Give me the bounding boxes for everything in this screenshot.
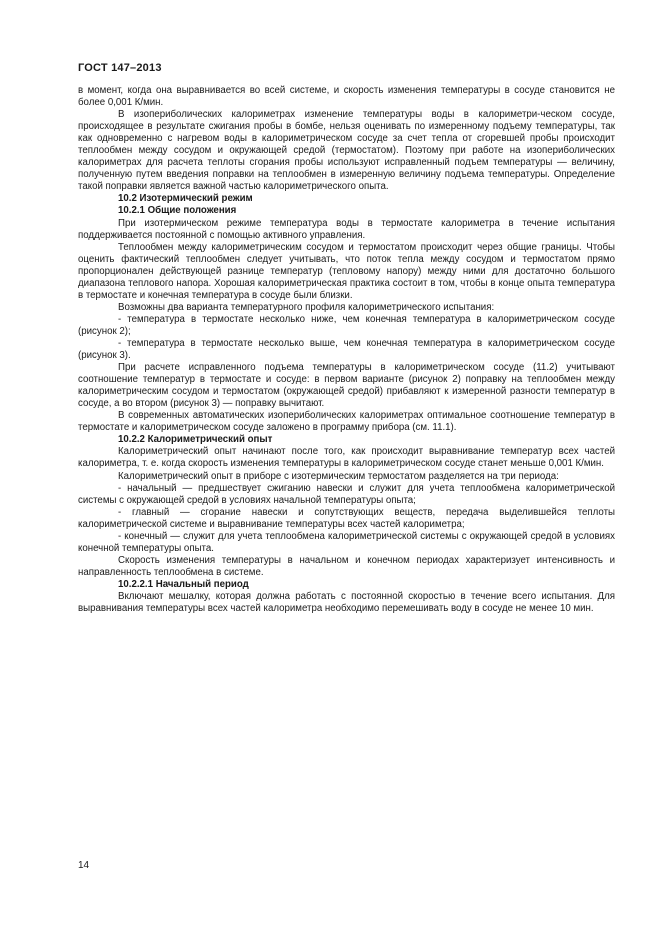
document-body (78, 85, 615, 615)
paragraph: Калориметрический опыт в приборе с изотермическим термостатом разделяется на три периода: (118, 470, 559, 482)
standard-header: ГОСТ 147–2013 (78, 62, 162, 74)
page-number: 14 (78, 860, 90, 871)
list-item: - начальный — предшествует сжиганию навески и служит для учета теплообмена калориметрической системы с окружающей средой в условиях начальной температуры опыта; (78, 482, 615, 506)
paragraph: Скорость изменения температуры в начальном и конечном периодах характеризует интенсивность и направленность теплообмена в системе. (78, 554, 615, 578)
paragraph: Калориметрический опыт начинают после того, как происходит выравнивание температур всех частей калориметра, т. е. когда скорость изменения температуры в калориметрическом сосуде станет меньше 0,001 К/мин. (78, 446, 615, 470)
list-item: - температура в термостате несколько выше, чем конечная температура в калориметрическом сосуде (рисунок 3). (78, 337, 615, 362)
section-heading-10-2-2-1: 10.2.2.1 Начальный период (118, 578, 249, 590)
list-item: - главный — сгорание навески и сопутствующих веществ, передача выделившейся теплоты калориметрической системе и выравнивание температуры всех частей калориметра; (78, 506, 615, 530)
list-item: - температура в термостате несколько ниже, чем конечная температура в калориметрическом сосуде (рисунок 2); (78, 313, 615, 337)
paragraph: Теплообмен между калориметрическим сосудом и термостатом происходит через общие границы. Чтобы оценить фактический теплообмен следует учитывать, что поток тепла между сосудом и термостатом прямо пропорционален действующей разнице температур (тепловому напору) между ними для достаточно большого диапазона теплового напора. Хорошая калориметрическая практика состоит в том, чтобы в конце опыта температура в термостате и конечная температура в сосуде были близки. (78, 241, 615, 301)
list-item: - конечный — служит для учета теплообмена калориметрической системы с окружающей средой в условиях конечной температуры опыта. (78, 530, 615, 554)
section-heading-10-2: 10.2 Изотермический режим (118, 193, 253, 205)
paragraph: При изотермическом режиме температура воды в термостате калориметра в течение испытания поддерживается постоянной с помощью активного управления. (78, 217, 615, 241)
paragraph: В изопериболических калориметрах изменение температуры воды в калориметри-ческом сосуде, происходящее в результате сжигания пробы в бомбе, нельзя оценивать по измеренному подъему температуры, так как одновременно с нагревом воды в калориметрическом сосуде за счет тепла от сгоревшей пробы происходит теплообмен между сосудом и окружающей средой (термостатом). Поэтому при работе на изопериболических калориметрах для расчета теплоты сгорания пробы используют исправленный подъем температуры — величину, полученную путем введения поправки на теплообмен в измеренную величину подъема температуры. Определение такой поправки является важной частью калориметрического опыта. (78, 109, 615, 193)
paragraph: При расчете исправленного подъема температуры в калориметрическом сосуде (11.2) учитывают соотношение температур в термостате и сосуде: в первом варианте (рисунок 2) поправку на теплообмен между калориметрическим сосудом и термостатом (окружающей средой) прибавляют к измеренной разности температур в сосуде, а во втором (рисунок 3) — поправку вычитают. (78, 362, 615, 410)
paragraph: Включают мешалку, которая должна работать с постоянной скоростью в течение всего испытания. Для выравнивания температуры всех частей калориметра необходимо перемешивать воду в сосуде не менее 10 мин. (78, 590, 615, 615)
paragraph: Возможны два варианта температурного профиля калориметрического испытания: (118, 301, 495, 313)
paragraph: В современных автоматических изопериболических калориметрах оптимальное соотношение температур в термостате и калориметрическом сосуде заложено в программу прибора (см. 11.1). (78, 410, 615, 434)
section-heading-10-2-2: 10.2.2 Калориметрический опыт (118, 434, 273, 446)
paragraph: в момент, когда она выравнивается во всей системе, и скорость изменения температуры в сосуде становится не более 0,001 К/мин. (78, 85, 615, 109)
section-heading-10-2-1: 10.2.1 Общие положения (118, 205, 237, 217)
